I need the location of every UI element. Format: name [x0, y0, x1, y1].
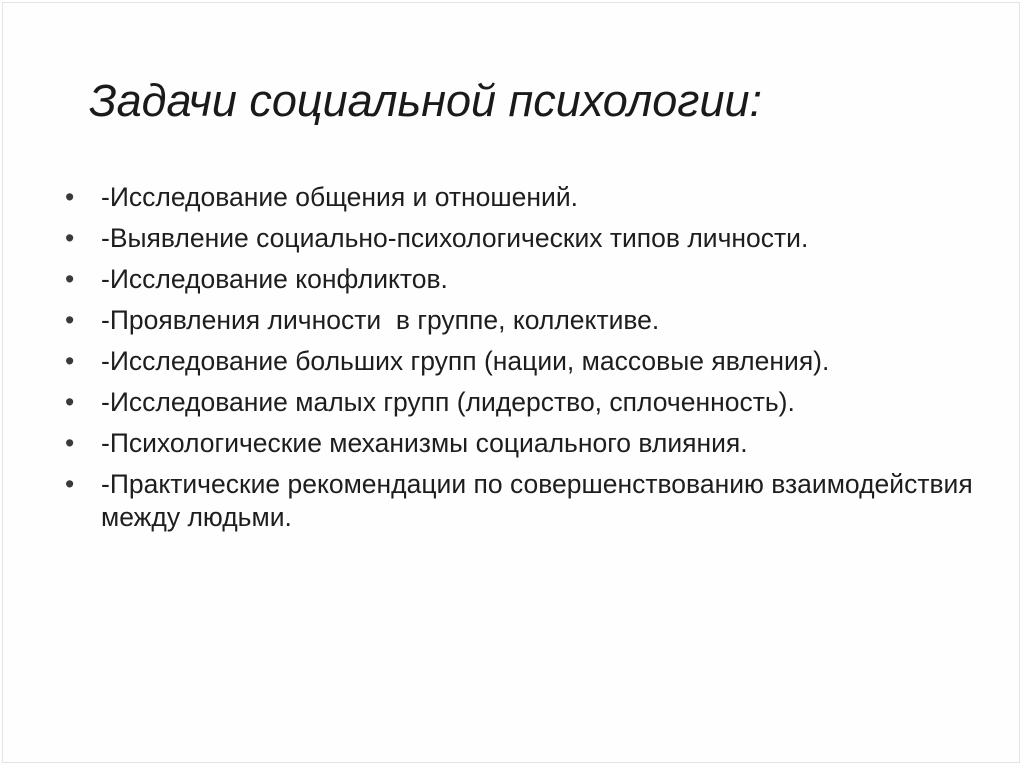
list-item-text: -Выявление социально-психологических типов личности.	[101, 223, 809, 253]
list-item	[63, 222, 983, 255]
list-item	[63, 345, 983, 378]
bullet-icon: •	[65, 346, 75, 376]
slide	[2, 2, 1020, 763]
list-item-text: -Исследование конфликтов.	[101, 264, 448, 294]
bullet-icon: •	[65, 182, 75, 212]
list-item	[63, 304, 983, 337]
list-item-text: -Исследование общения и отношений.	[101, 182, 578, 212]
bullet-icon: •	[65, 264, 75, 294]
list-item	[63, 427, 983, 460]
bullet-icon: •	[65, 428, 75, 458]
list-item-text: -Практические рекомендации по совершенствованию взаимодействия между людьми.	[101, 469, 973, 532]
list-item-text: -Исследование малых групп (лидерство, сплоченность).	[101, 387, 795, 417]
list-item	[63, 181, 983, 214]
bullet-list	[63, 181, 983, 542]
bullet-icon: •	[65, 387, 75, 417]
list-item-text: -Психологические механизмы социального влияния.	[101, 428, 748, 458]
bullet-icon: •	[65, 223, 75, 253]
list-item	[63, 263, 983, 296]
bullet-icon: •	[65, 305, 75, 335]
list-item	[63, 468, 983, 534]
list-item-text: -Исследование больших групп (нации, массовые явления).	[101, 346, 830, 376]
list-item	[63, 386, 983, 419]
list-item-text: -Проявления личности в группе, коллективе.	[101, 305, 660, 335]
bullet-icon: •	[65, 469, 75, 499]
slide-title: Задачи социальной психологии:	[89, 75, 763, 126]
